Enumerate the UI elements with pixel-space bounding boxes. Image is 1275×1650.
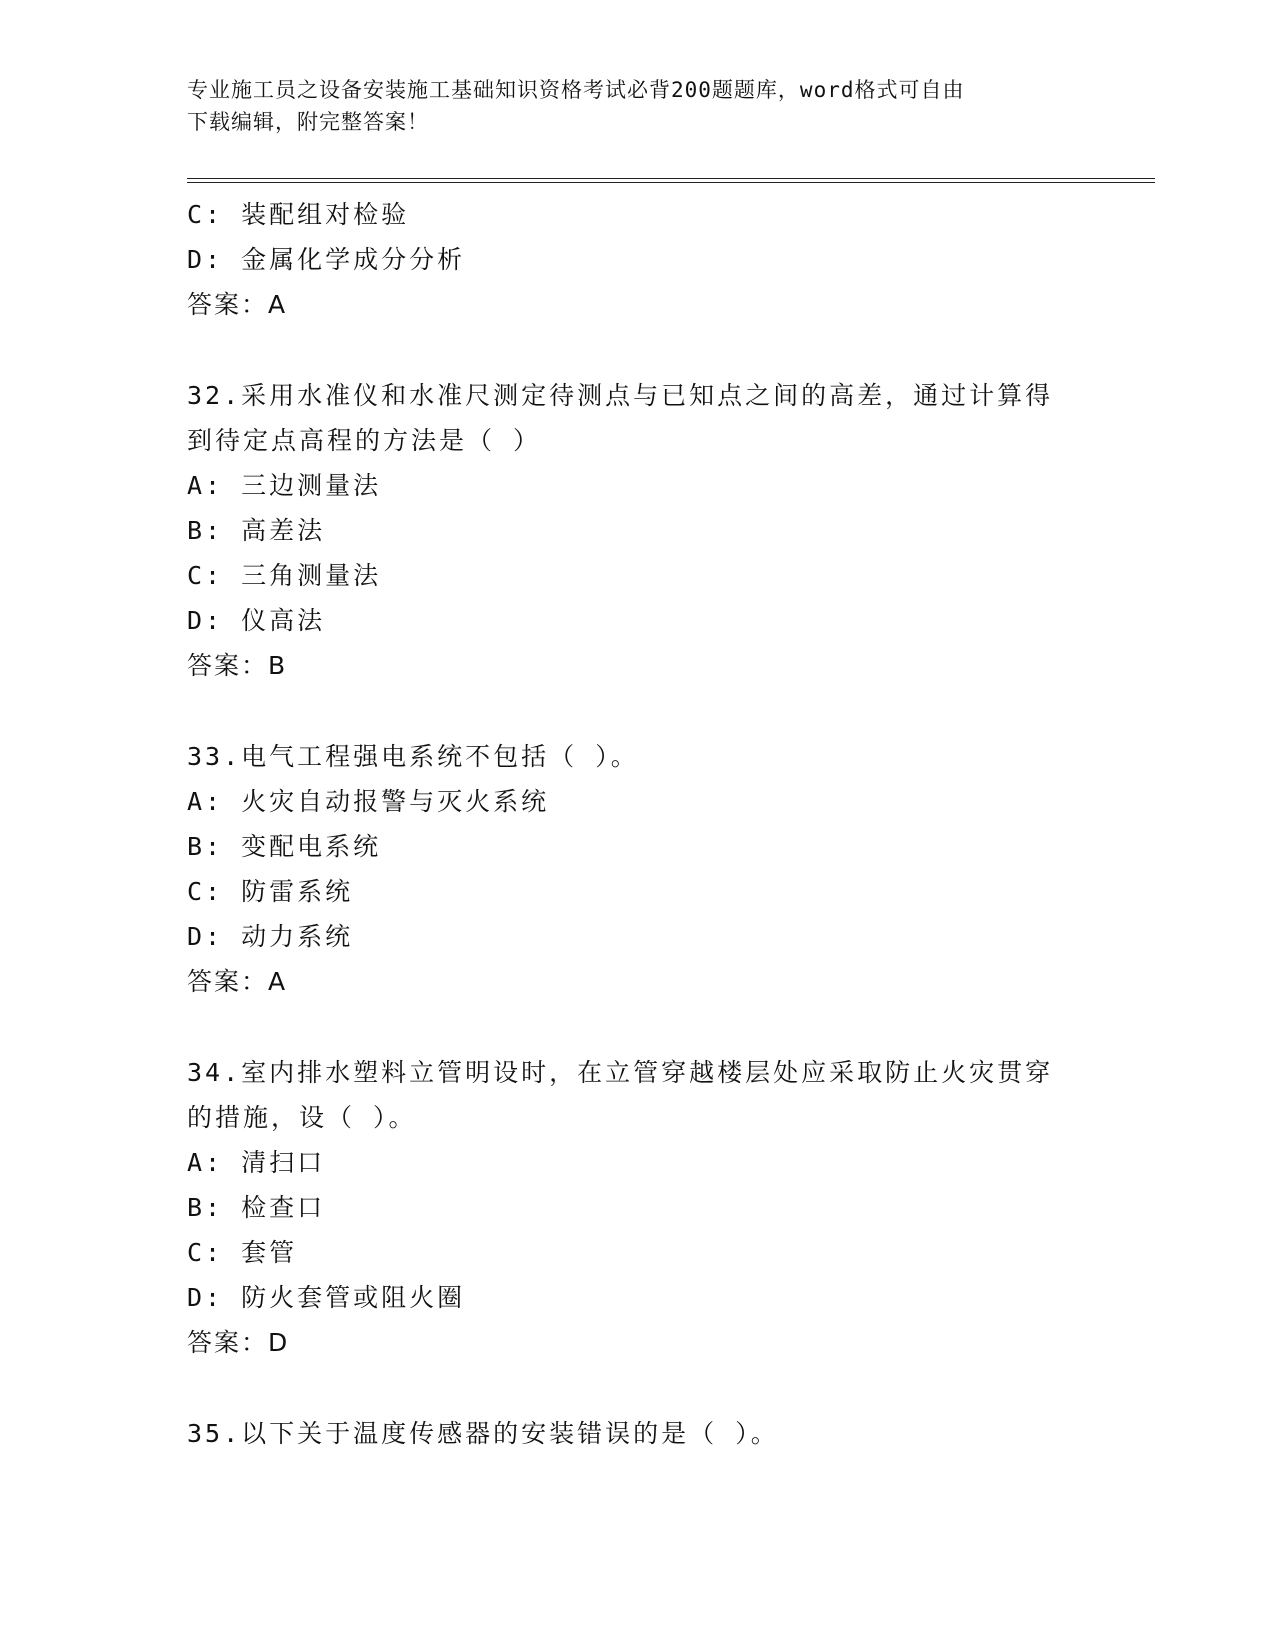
option-d: D: 动力系统 <box>187 922 354 951</box>
option-c: C: 三角测量法 <box>187 561 382 590</box>
question-text: 35.以下关于温度传感器的安装错误的是（ ）。 <box>187 1419 779 1448</box>
option-b: B: 变配电系统 <box>187 832 382 861</box>
option-d: D: 仪高法 <box>187 606 326 635</box>
option-c: C: 防雷系统 <box>187 877 354 906</box>
question-text: 32.采用水准仪和水准尺测定待测点与已知点之间的高差，通过计算得 <box>187 381 1054 410</box>
question-text-continued: 的措施，设（ ）。 <box>187 1103 417 1132</box>
option-c: C: 装配组对检验 <box>187 200 410 229</box>
document-header <box>187 74 1087 138</box>
header-line-2: 下载编辑，附完整答案！ <box>187 110 429 134</box>
option-d: D: 金属化学成分分析 <box>187 245 466 274</box>
answer-line: 答案：B <box>187 651 288 680</box>
header-line-1: 专业施工员之设备安装施工基础知识资格考试必背200题题库，word格式可自由 <box>187 78 965 102</box>
option-d: D: 防火套管或阻火圈 <box>187 1283 466 1312</box>
option-b: B: 高差法 <box>187 516 326 545</box>
question-text: 33.电气工程强电系统不包括（ ）。 <box>187 742 639 771</box>
question-32 <box>187 373 1087 688</box>
option-a: A: 三边测量法 <box>187 471 382 500</box>
question-text: 34.室内排水塑料立管明设时，在立管穿越楼层处应采取防止火灾贯穿 <box>187 1058 1054 1087</box>
question-35 <box>187 1411 1087 1456</box>
question-34 <box>187 1050 1087 1365</box>
option-b: B: 检查口 <box>187 1193 326 1222</box>
option-a: A: 清扫口 <box>187 1148 326 1177</box>
answer-line: 答案：A <box>187 290 288 319</box>
header-divider <box>187 178 1155 183</box>
option-c: C: 套管 <box>187 1238 298 1267</box>
answer-line: 答案：A <box>187 967 288 996</box>
question-text-continued: 到待定点高程的方法是（ ） <box>187 426 542 455</box>
question-31-remainder <box>187 192 1087 327</box>
answer-line: 答案：D <box>187 1328 290 1357</box>
option-a: A: 火灾自动报警与灭火系统 <box>187 787 550 816</box>
question-list <box>187 192 1087 1456</box>
question-33 <box>187 734 1087 1004</box>
